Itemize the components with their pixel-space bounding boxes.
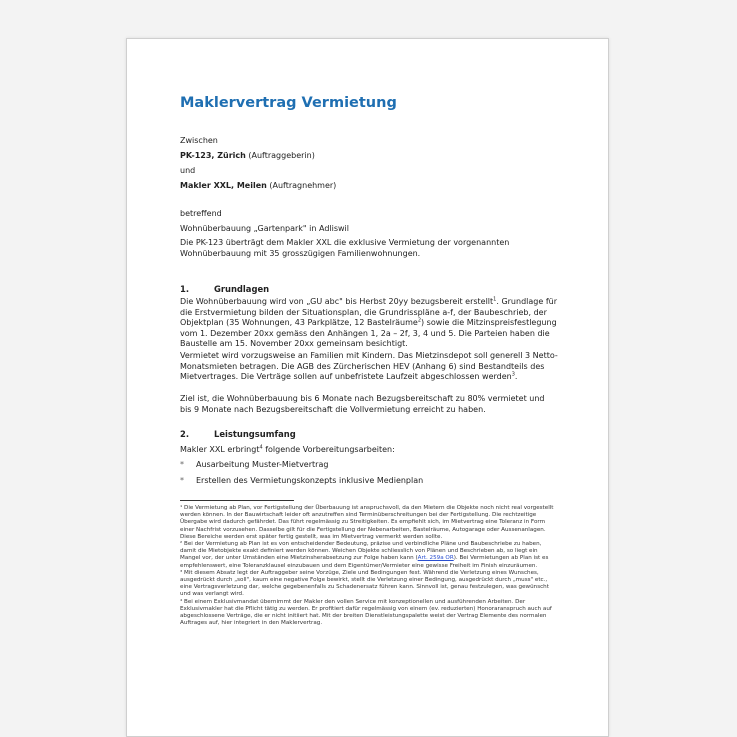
document-page	[126, 38, 609, 737]
footnote-2	[180, 541, 558, 570]
footnote-ref-4[interactable]: 4	[259, 444, 263, 451]
section1-paragraph1	[180, 297, 558, 350]
zwischen-label: Zwischen	[180, 136, 218, 145]
footnote-ref-3[interactable]: 3	[511, 371, 515, 378]
list-item	[180, 476, 423, 485]
party1-name: PK-123, Zürich	[180, 151, 246, 160]
footnote-separator	[180, 500, 294, 501]
footnote-2-text-b: ). Bei Vermietungen ab Plan ist es empfehlenswert, eine Toleranzklausel einzubauen und dem Eigentümer/Vermieter eine gewisse Freiheit im Finish einzuräumen.	[180, 555, 549, 569]
document-title: Maklervertrag Vermietung	[180, 95, 397, 111]
footnotes	[180, 505, 558, 627]
section1-p1-text-b: . Grundlage für die Erstvermietung bilden der Situationsplan, die Grundrisspläne a-f, der Baubeschrieb, der Objektplan (35 Wohnungen, 43 Parkplätze, 12 Bastelräume	[180, 297, 557, 327]
bullet-marker: *	[180, 460, 184, 469]
betreffend-label: betreffend	[180, 209, 222, 218]
section1-title: Grundlagen	[214, 284, 270, 294]
footnote-ref-2[interactable]: 2	[417, 317, 422, 324]
intro-paragraph: Die PK-123 überträgt dem Makler XXL die exklusive Vermietung der vorgenannten Wohnüberbauung mit 35 grosszügigen Familienwohnungen.	[180, 238, 510, 258]
section1-heading	[180, 284, 269, 294]
section1-paragraph3: Ziel ist, die Wohnüberbauung bis 6 Monate nach Bezugsbereitschaft zu 80% vermietet und bis 9 Monate nach Bezugsbereitschaft die Vollvermietung erreicht zu haben.	[180, 394, 545, 414]
section2-p1-text-a: Makler XXL erbringt	[180, 445, 260, 454]
footnote-1: ¹ Die Vermietung ab Plan, vor Fertigstellung der Überbauung ist anspruchsvoll, da den Mietern die Objekte noch nicht real vorgestellt werden können. In der Bauwirtschaft leider oft anzutreffen sind Terminüberschreitungen bei der Fertigstellung. Die rechtzeitige Übergabe wird dadurch gefährdet. Das führt regelmässig zu Streitigkeiten. Es empfiehlt sich, im Mietvertrag eine Toleranz in Form einer Nachfrist vorzusehen. Dasselbe gilt für die Fertigstellung der Nebenarbeiten, Bastelräume, Autogarage oder Aussenanlagen. Diese Bereiche werden erst später fertig gestellt, was im Mietvertrag vermerkt werden sollte.	[180, 505, 554, 540]
section2-heading	[180, 429, 296, 439]
footnote-4: ⁴ Bei einem Exklusivmandat übernimmt der Makler den vollen Service mit konzeptionellen und ausführenden Arbeiten. Der Exklusivmakler hat die Pflicht tätig zu werden. Er profitiert dafür regelmässig von einem (ev. reduzierten) Honoraranspruch auch auf abgeschlossene Verträge, die er nicht initiiert hat. Mit der breiten Dienstleistungspalette weist der Vertrag Elemente des normalen Auftrages auf, hier integriert in den Maklervertrag.	[180, 598, 552, 627]
section2-p1-text-b: folgende Vorbereitungsarbeiten:	[262, 445, 395, 454]
section1-paragraph2	[180, 351, 558, 383]
footnote-3: ³ Mit diesem Absatz legt der Auftraggeber seine Vorzüge, Ziele und Bedingungen fest. Während die Verletzung eines Wunsches, ausgedrückt durch „soll", kaum eine negative Folge bewirkt, stellt die Verletzung einer Bedingung, ausgedrückt durch „muss" etc., eine Vertragsverletzung dar, welche gegebenenfalls zu Schadenersatz führen kann. Sinnvoll ist, genau festzulegen, was gewünscht und was verlangt wird.	[180, 569, 549, 598]
section1-p1-text-a: Die Wohnüberbauung wird von „GU abc" bis Herbst 20yy bezugsbereit erstellt	[180, 297, 494, 306]
section1-p1-text-c: ) sowie die Mitzinspreisfestlegung vom 1. Dezember 20xx gemäss den Anhängen 1, 2a – 2f, 3, 4 und 5. Die Parteien haben die Baustelle am 15. November 20xx gemeinsam besichtigt.	[180, 318, 557, 348]
section2-number: 2.	[180, 429, 190, 439]
section1-p2-text-b: .	[514, 372, 518, 381]
party2-line	[180, 180, 336, 191]
list-item	[180, 460, 328, 469]
party2-name: Makler XXL, Meilen	[180, 181, 267, 190]
list-item-text: Erstellen des Vermietungskonzepts inklusive Medienplan	[196, 476, 424, 485]
section1-number: 1.	[180, 284, 190, 294]
footnote-ref-1[interactable]: 1	[493, 296, 497, 303]
object-line: Wohnüberbauung „Gartenpark" in Adliswil	[180, 224, 349, 233]
section2-paragraph1	[180, 444, 395, 455]
party2-role: (Auftragnehmer)	[266, 181, 337, 190]
footnote-2-link[interactable]: Art. 259a OR	[417, 555, 454, 562]
section2-title: Leistungsumfang	[214, 429, 296, 439]
list-item-text: Ausarbeitung Muster-Mietvertrag	[196, 460, 329, 469]
footnote-2-text-a: ² Bei der Vermietung ab Plan ist es von entscheidender Bedeutung, präzise und verbindliche Pläne und Baubeschriebe zu haben, damit die Mietobjekte exakt definiert werden können. Weichen Objekte schliesslich von Plänen und Beschrieben ab, so liegt ein Mangel vor, der unter Umständen eine Mietzinsherabsetzung zur Folge haben kann (	[180, 541, 542, 562]
bullet-marker: *	[180, 476, 184, 485]
section1-p2-text-a: Vermietet wird vorzugsweise an Familien mit Kindern. Das Mietzinsdepot soll generell 3 Netto-Monatsmieten betragen. Die AGB des Zürcherischen HEV (Anhang 6) sind Bestandteils des Mietvertrages. Die Verträge sollen auf unbefristete Laufzeit abgeschlossen werden	[180, 351, 558, 381]
und-label: und	[180, 166, 196, 175]
party1-line	[180, 150, 315, 161]
party1-role: (Auftraggeberin)	[245, 151, 315, 160]
